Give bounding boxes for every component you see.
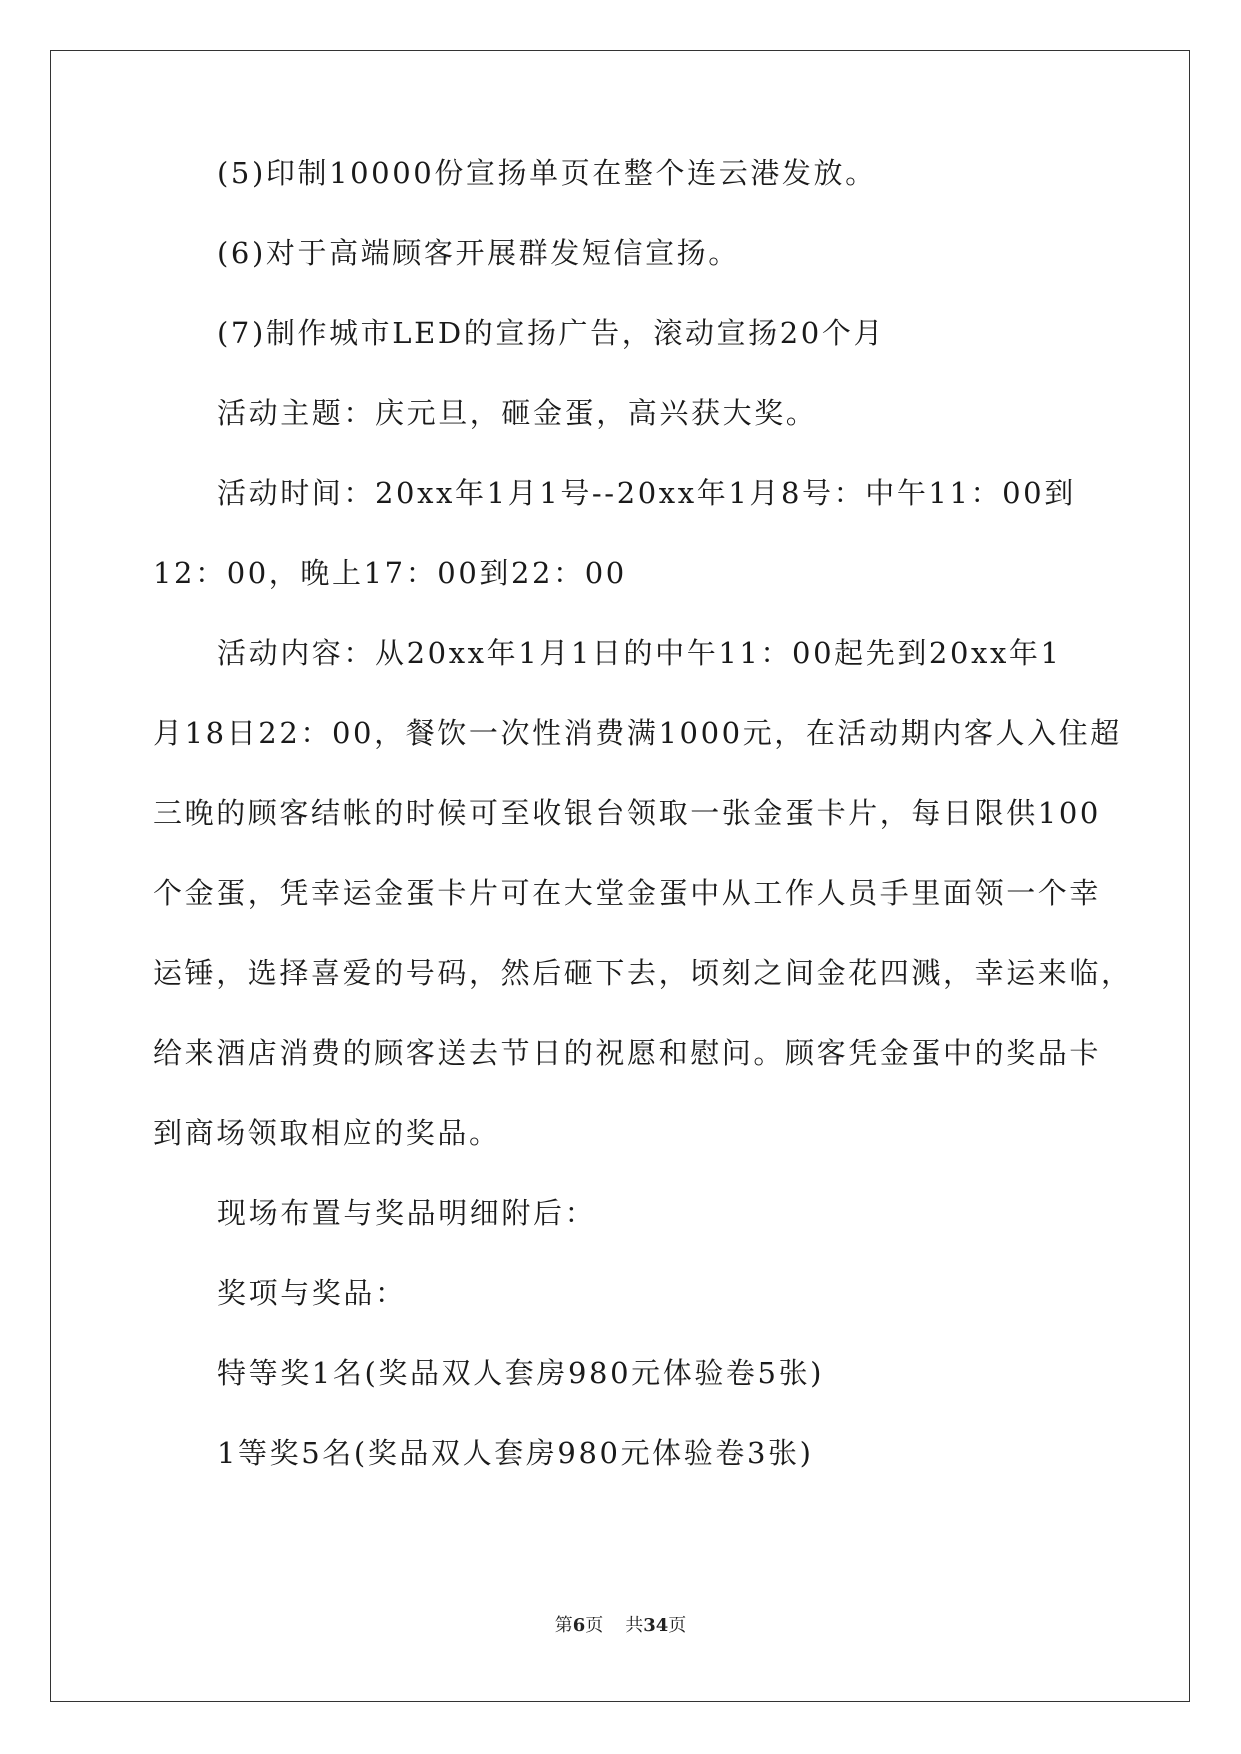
text-line-14: 现场布置与奖品明细附后： [217,1196,597,1230]
text-line-17: 1等奖5名(奖品双人套房980元体验卷3张) [217,1436,814,1470]
page-total: 34 [643,1615,669,1636]
total-unit: 页 [668,1615,687,1636]
text-line-10: 个金蛋，凭幸运金蛋卡片可在大堂金蛋中从工作人员手里面领一个幸 [153,876,1102,910]
text-line-2: (6)对于高端顾客开展群发短信宣扬。 [217,236,740,270]
text-line-1: (5)印制10000份宣扬单页在整个连云港发放。 [217,156,877,190]
text-line-15: 奖项与奖品： [217,1276,407,1310]
page-footer [0,1614,1241,1638]
page-current: 6 [572,1615,586,1636]
text-line-16: 特等奖1名(奖品双人套房980元体验卷5张) [217,1356,825,1390]
text-line-13: 到商场领取相应的奖品。 [153,1116,501,1150]
text-line-6: 12：00，晚上17：00到22：00 [153,556,627,590]
total-prefix: 共 [625,1615,644,1636]
page-unit: 页 [585,1615,604,1636]
page-prefix: 第 [554,1615,573,1636]
text-line-12: 给来酒店消费的顾客送去节日的祝愿和慰问。顾客凭金蛋中的奖品卡 [153,1036,1102,1070]
text-line-4: 活动主题：庆元旦，砸金蛋，高兴获大奖。 [217,396,818,430]
text-line-9: 三晚的顾客结帐的时候可至收银台领取一张金蛋卡片，每日限供100 [153,796,1101,830]
text-line-7: 活动内容：从20xx年1月1日的中午11：00起先到20xx年1 [217,636,1062,670]
text-line-3: (7)制作城市LED的宣扬广告，滚动宣扬20个月 [217,316,886,350]
text-line-5: 活动时间：20xx年1月1号--20xx年1月8号：中午11：00到 [217,476,1076,510]
text-line-8: 月18日22：00，餐饮一次性消费满1000元，在活动期内客人入住超 [153,716,1122,750]
text-line-11: 运锤，选择喜爱的号码，然后砸下去，顷刻之间金花四溅，幸运来临， [153,956,1133,990]
